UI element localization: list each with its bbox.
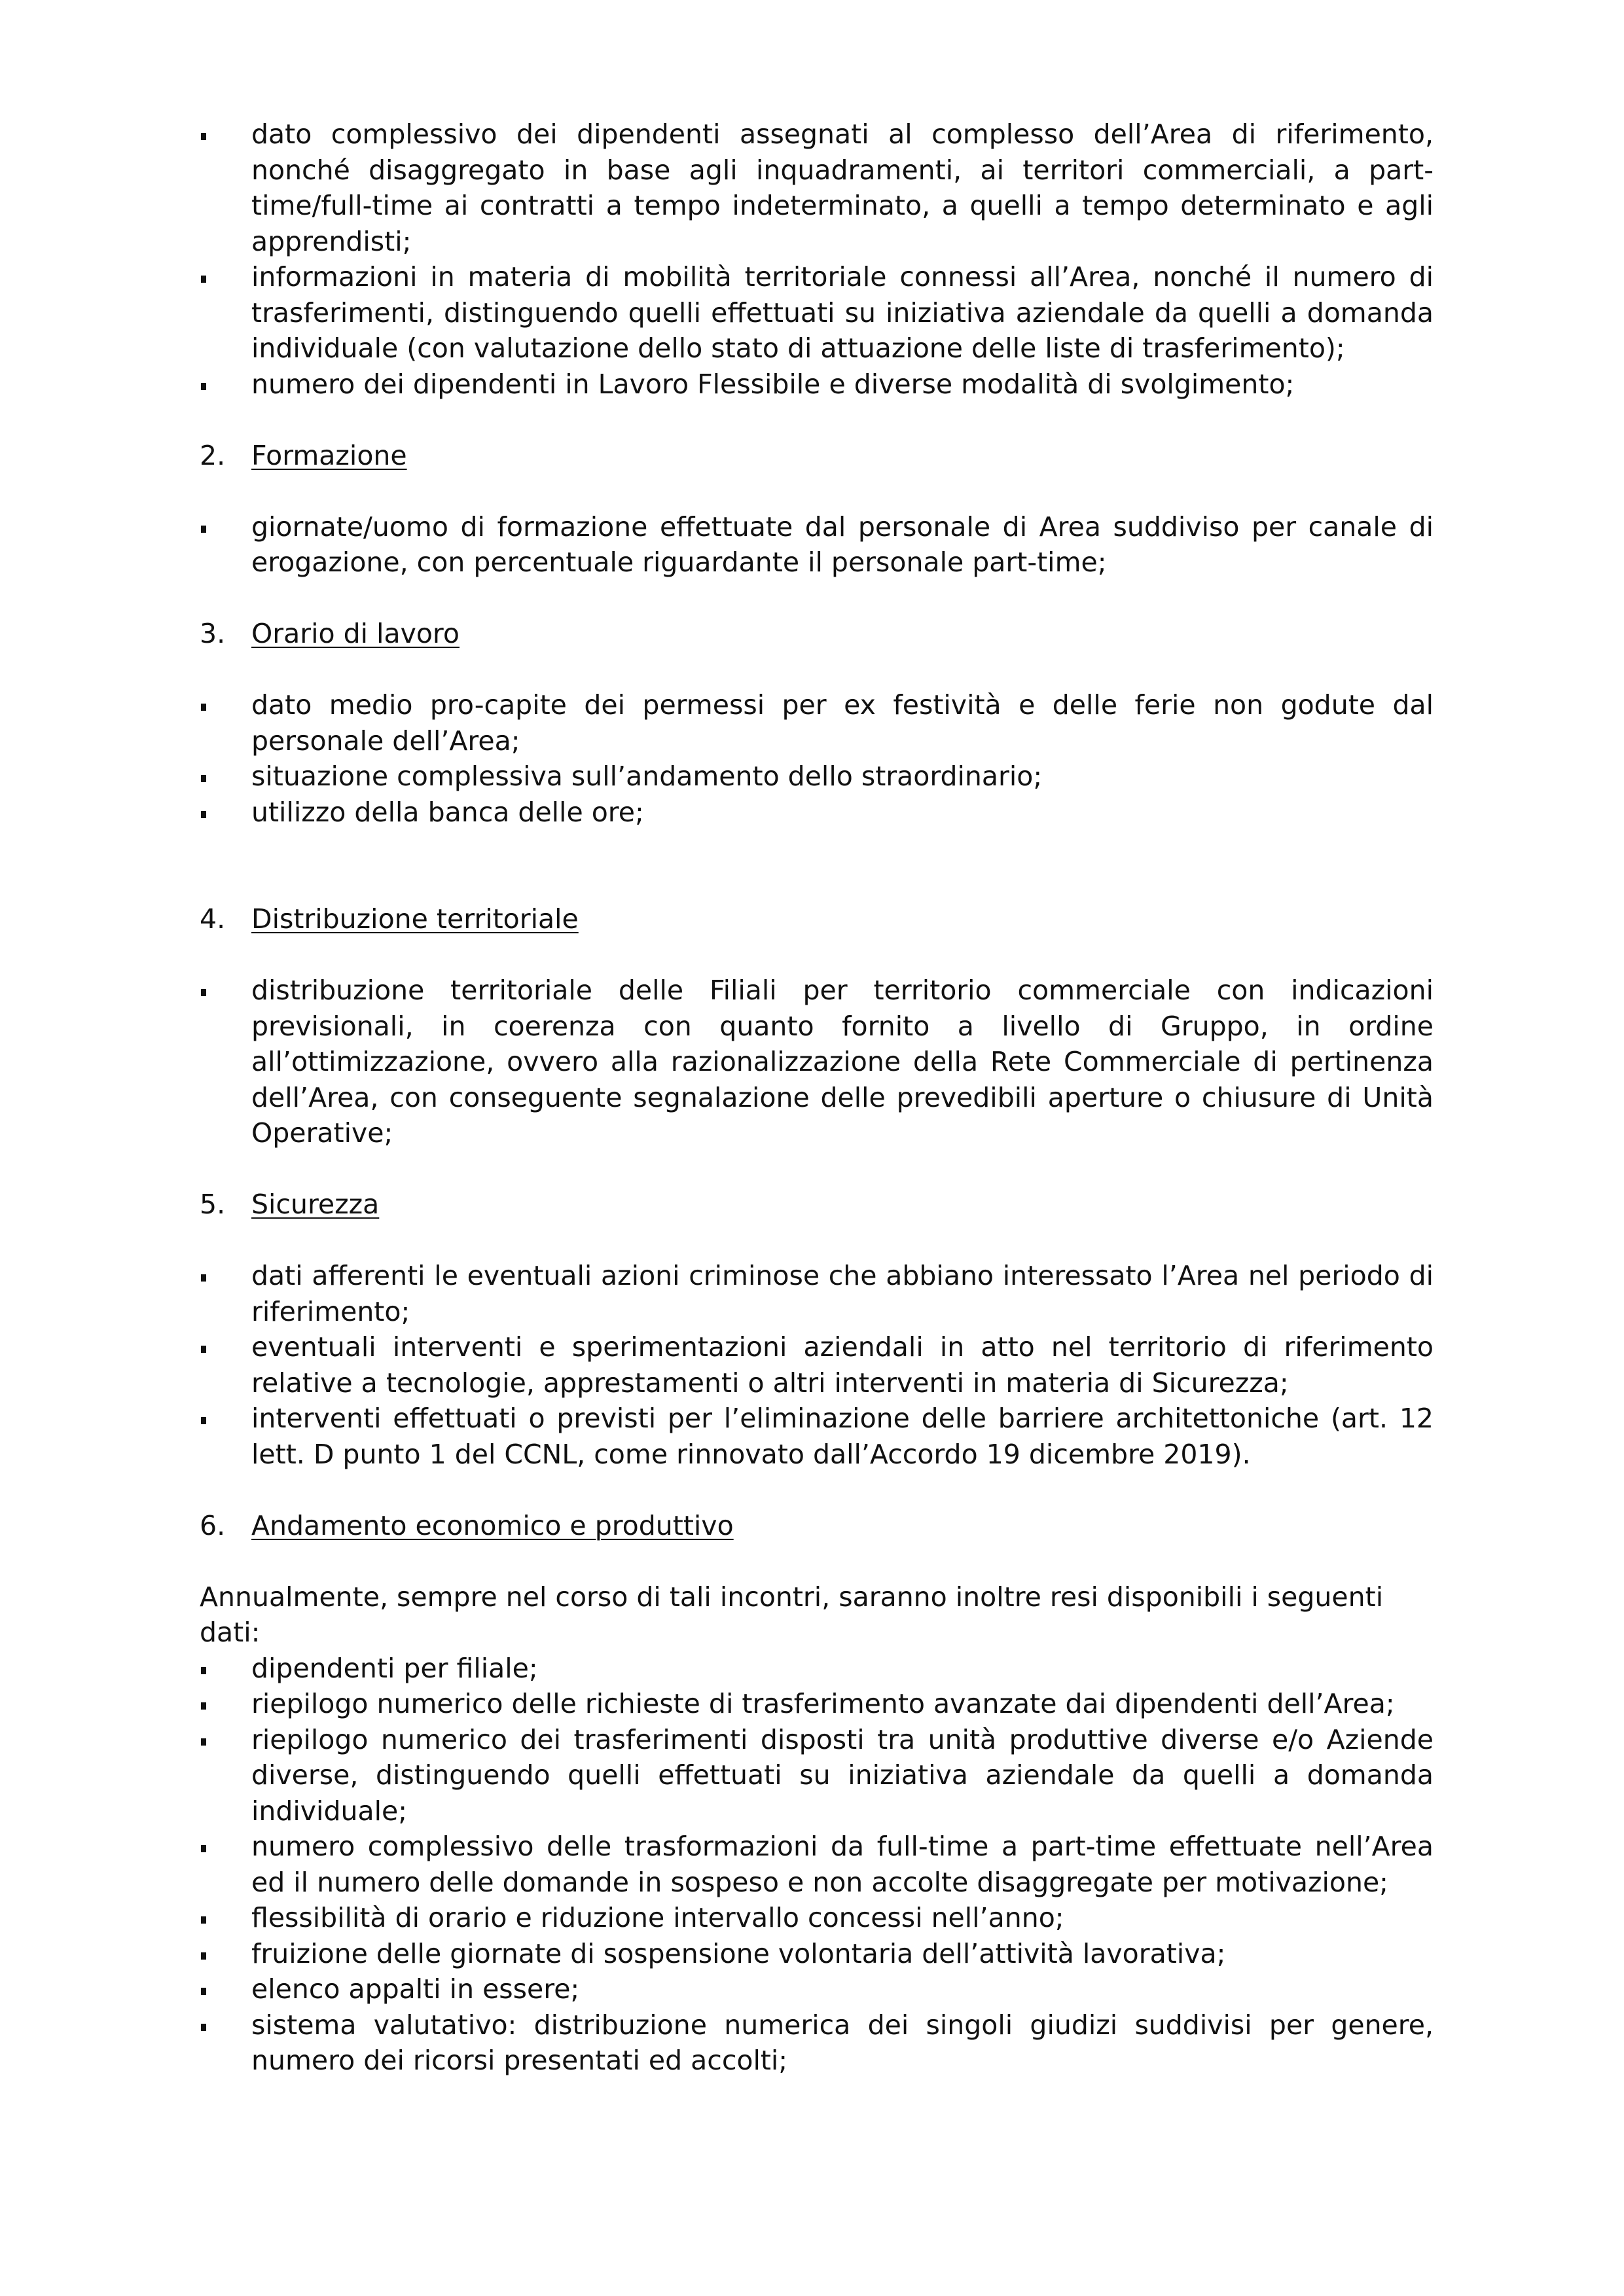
list-item-text: flessibilità di orario e riduzione intervallo concessi nell’anno; bbox=[251, 1902, 1064, 1933]
square-bullet-icon bbox=[201, 1738, 206, 1746]
section-heading-orario bbox=[200, 616, 1434, 652]
section-title: Distribuzione territoriale bbox=[251, 903, 579, 935]
list-item bbox=[200, 2007, 1434, 2079]
list-item bbox=[200, 687, 1434, 759]
spacer bbox=[200, 1543, 1434, 1579]
list-item-text: situazione complessiva sull’andamento dello straordinario; bbox=[251, 761, 1043, 792]
square-bullet-icon bbox=[201, 1952, 206, 1960]
section-title: Andamento economico e produttivo bbox=[251, 1509, 734, 1541]
square-bullet-icon bbox=[201, 1274, 206, 1282]
bullet-list-top bbox=[200, 117, 1434, 402]
list-item bbox=[200, 259, 1434, 367]
document-body bbox=[200, 117, 1434, 2079]
list-item bbox=[200, 509, 1434, 581]
section-number: 4. bbox=[200, 903, 226, 935]
section-title: Formazione bbox=[251, 439, 407, 471]
list-item-text: sistema valutativo: distribuzione numerica dei singoli giudizi suddivisi per genere, numero dei ricorsi presentati ed accolti; bbox=[251, 2009, 1434, 2076]
section-heading-sicurezza bbox=[200, 1187, 1434, 1223]
list-item-text: eventuali interventi e sperimentazioni aziendali in atto nel territorio di riferimento relative a tecnologie, apprestamenti o altri interventi in materia di Sicurezza; bbox=[251, 1331, 1434, 1399]
square-bullet-icon bbox=[201, 1417, 206, 1424]
list-item bbox=[200, 759, 1434, 795]
list-item bbox=[200, 367, 1434, 403]
spacer bbox=[200, 1223, 1434, 1259]
list-item bbox=[200, 1686, 1434, 1722]
list-item-text: dato complessivo dei dipendenti assegnati al complesso dell’Area di riferimento, nonché disaggregato in base agli inquadramenti, ai territori commerciali, a part-time/full-time ai contratti a tempo indeterminato, a quelli a tempo determinato e agli apprendisti; bbox=[251, 118, 1434, 257]
section-number: 5. bbox=[200, 1189, 226, 1220]
square-bullet-icon bbox=[201, 811, 206, 818]
spacer bbox=[200, 473, 1434, 509]
bullet-list-orario bbox=[200, 687, 1434, 830]
list-item bbox=[200, 1971, 1434, 2007]
square-bullet-icon bbox=[201, 1702, 206, 1710]
list-item-text: informazioni in materia di mobilità territoriale connessi all’Area, nonché il numero di trasferimenti, distinguendo quelli effettuati su iniziativa aziendale da quelli a domanda individuale (con valutazione dello stato di attuazione delle liste di trasferimento); bbox=[251, 261, 1434, 364]
list-item-text: giornate/uomo di formazione effettuate dal personale di Area suddiviso per canale di erogazione, con percentuale riguardante il personale part-time; bbox=[251, 511, 1434, 578]
list-item-text: dati afferenti le eventuali azioni criminose che abbiano interessato l’Area nel periodo di riferimento; bbox=[251, 1260, 1434, 1327]
list-item bbox=[200, 1900, 1434, 1936]
spacer bbox=[200, 830, 1434, 901]
list-item-text: interventi effettuati o previsti per l’eliminazione delle barriere architettoniche (art. 12 lett. D punto 1 del CCNL, come rinnovato dall’Accordo 19 dicembre 2019). bbox=[251, 1403, 1434, 1470]
square-bullet-icon bbox=[201, 276, 206, 283]
list-item bbox=[200, 1936, 1434, 1972]
square-bullet-icon bbox=[201, 989, 206, 996]
spacer bbox=[200, 402, 1434, 438]
list-item-text: numero dei dipendenti in Lavoro Flessibile e diverse modalità di svolgimento; bbox=[251, 368, 1295, 400]
list-item bbox=[200, 1651, 1434, 1687]
list-item-text: distribuzione territoriale delle Filiali per territorio commerciale con indicazioni previsionali, in coerenza con quanto fornito a livello di Gruppo, in ordine all’ottimizzazione, ovvero alla razionalizzazione della Rete Commerciale di pertinenza dell’Area, con conseguente segnalazione delle prevedibili aperture o chiusure di Unità Operative; bbox=[251, 975, 1434, 1149]
spacer bbox=[200, 1151, 1434, 1187]
bullet-list-formazione bbox=[200, 509, 1434, 581]
list-item bbox=[200, 1722, 1434, 1829]
intro-paragraph: Annualmente, sempre nel corso di tali incontri, saranno inoltre resi disponibili i seguenti dati: bbox=[200, 1581, 1384, 1648]
square-bullet-icon bbox=[201, 1667, 206, 1674]
section-number: 2. bbox=[200, 439, 226, 471]
bullet-list-sicurezza bbox=[200, 1258, 1434, 1472]
list-item-text: riepilogo numerico dei trasferimenti disposti tra unità produttive diverse e/o Aziende diverse, distinguendo quelli effettuati su iniziativa aziendale da quelli a domanda individuale; bbox=[251, 1723, 1434, 1827]
list-item bbox=[200, 1829, 1434, 1900]
section-number: 3. bbox=[200, 618, 226, 649]
square-bullet-icon bbox=[201, 133, 206, 140]
list-item-text: dipendenti per filiale; bbox=[251, 1652, 538, 1684]
list-item bbox=[200, 1329, 1434, 1401]
bullet-list-distribuzione bbox=[200, 973, 1434, 1151]
section-heading-andamento bbox=[200, 1508, 1434, 1544]
section-title: Orario di lavoro bbox=[251, 618, 460, 649]
list-item bbox=[200, 1258, 1434, 1329]
square-bullet-icon bbox=[201, 526, 206, 533]
list-item-text: elenco appalti in essere; bbox=[251, 1973, 580, 2005]
square-bullet-icon bbox=[201, 1845, 206, 1852]
square-bullet-icon bbox=[201, 704, 206, 711]
square-bullet-icon bbox=[201, 1916, 206, 1924]
section-title: Sicurezza bbox=[251, 1189, 380, 1220]
list-item-text: riepilogo numerico delle richieste di trasferimento avanzate dai dipendenti dell’Area; bbox=[251, 1688, 1395, 1719]
list-item bbox=[200, 795, 1434, 831]
list-item bbox=[200, 1401, 1434, 1472]
list-item-text: utilizzo della banca delle ore; bbox=[251, 796, 644, 828]
square-bullet-icon bbox=[201, 1988, 206, 1995]
spacer bbox=[200, 937, 1434, 973]
section-heading-formazione bbox=[200, 438, 1434, 474]
bullet-list-andamento bbox=[200, 1651, 1434, 2079]
square-bullet-icon bbox=[201, 383, 206, 390]
list-item-text: fruizione delle giornate di sospensione volontaria dell’attività lavorativa; bbox=[251, 1937, 1226, 1969]
spacer bbox=[200, 652, 1434, 688]
section-number: 6. bbox=[200, 1509, 226, 1541]
spacer bbox=[200, 1472, 1434, 1508]
spacer bbox=[200, 581, 1434, 617]
list-item bbox=[200, 973, 1434, 1151]
square-bullet-icon bbox=[201, 775, 206, 782]
list-item-text: numero complessivo delle trasformazioni da full-time a part-time effettuate nell’Area ed il numero delle domande in sospeso e non accolte disaggregate per motivazione; bbox=[251, 1831, 1434, 1898]
list-item bbox=[200, 117, 1434, 259]
list-item-text: dato medio pro-capite dei permessi per ex festività e delle ferie non godute dal personale dell’Area; bbox=[251, 689, 1434, 757]
section-heading-distribuzione bbox=[200, 901, 1434, 937]
square-bullet-icon bbox=[201, 2024, 206, 2031]
square-bullet-icon bbox=[201, 1346, 206, 1353]
